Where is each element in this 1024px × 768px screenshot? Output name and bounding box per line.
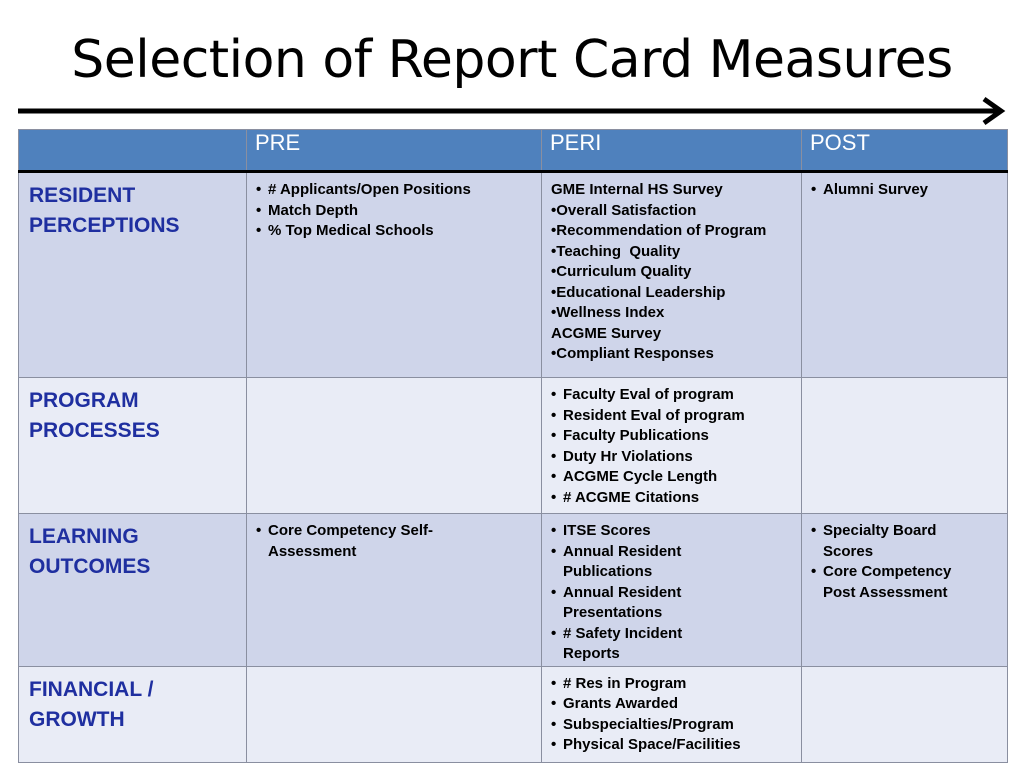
cell-post [802, 666, 1008, 762]
measure-list [543, 174, 800, 365]
cell-pre [247, 172, 542, 378]
list-item: • Alumni Survey [811, 180, 1002, 201]
measure-list [803, 174, 1006, 201]
row-label-resident-perceptions [19, 172, 247, 378]
row-label-program-processes [19, 378, 247, 514]
table-row [19, 514, 1008, 667]
list-item: • Annual Resident Publications [551, 542, 730, 583]
row-label-line: LEARNING [29, 525, 139, 548]
list-item: GME Internal HS Survey [551, 181, 723, 198]
cell-peri [542, 172, 802, 378]
table-header-row [19, 130, 1008, 172]
row-label-financial-growth [19, 666, 247, 762]
list-item: • Educational Leadership [551, 283, 800, 304]
list-item: • Teaching Quality [551, 242, 800, 263]
list-item: • # Applicants/Open Positions [256, 180, 536, 201]
list-item: • Specialty Board Scores [811, 521, 986, 562]
report-card-table [18, 129, 1008, 763]
cell-post [802, 378, 1008, 514]
cell-post [802, 172, 1008, 378]
list-item: • Resident Eval of program [551, 406, 796, 427]
row-label-learning-outcomes [19, 514, 247, 667]
header-cell-peri: PERI [542, 130, 802, 172]
row-label-line: FINANCIAL / [29, 677, 154, 701]
header-cell-post: POST [802, 130, 1008, 172]
cell-peri [542, 666, 802, 762]
cell-pre [247, 514, 542, 667]
measure-list [543, 515, 800, 665]
cell-peri [542, 378, 802, 514]
list-item: • # Res in Program [551, 674, 796, 695]
table-row [19, 172, 1008, 378]
list-item: • Faculty Eval of program [551, 385, 796, 406]
list-item: • Grants Awarded [551, 694, 796, 715]
list-item: • Core Competency Post Assessment [811, 562, 986, 603]
list-item: • Overall Satisfaction [551, 201, 800, 222]
cell-pre [247, 378, 542, 514]
header-cell-corner [19, 130, 247, 172]
measure-list [543, 379, 800, 508]
list-item: • Wellness Index [551, 303, 800, 324]
list-item: • Duty Hr Violations [551, 447, 796, 468]
list-item: • Compliant Responses [551, 344, 800, 365]
measure-list [543, 668, 800, 756]
header-cell-pre: PRE [247, 130, 542, 172]
list-item: • Physical Space/Facilities [551, 735, 796, 756]
measure-list [248, 174, 540, 242]
slide-title: Selection of Report Card Measures [71, 30, 953, 90]
measure-list [248, 515, 540, 562]
row-label-line: GROWTH [29, 707, 125, 731]
list-item: • Match Depth [256, 201, 536, 222]
list-item: • Curriculum Quality [551, 262, 800, 283]
row-label-line: PROGRAM [29, 389, 139, 412]
list-item: • # ACGME Citations [551, 488, 796, 509]
cell-peri [542, 514, 802, 667]
list-item: • Faculty Publications [551, 426, 796, 447]
table-row [19, 666, 1008, 762]
list-item: • Core Competency Self-Assessment [256, 521, 450, 562]
row-label-line: PROCESSES [29, 419, 160, 442]
row-label-line: RESIDENT [29, 184, 136, 207]
list-item: • # Safety Incident Reports [551, 624, 730, 665]
cell-post [802, 514, 1008, 667]
row-label-line: PERCEPTIONS [29, 214, 180, 237]
list-item: • ACGME Cycle Length [551, 467, 796, 488]
table-row [19, 378, 1008, 514]
list-item: ACGME Survey [551, 324, 662, 342]
list-item: • ITSE Scores [551, 521, 730, 542]
timeline-arrow-icon [0, 96, 1024, 126]
list-item: • Recommendation of Program [551, 221, 800, 242]
cell-pre [247, 666, 542, 762]
row-label-line: OUTCOMES [29, 555, 151, 578]
measure-list [803, 515, 1006, 603]
list-item: • Annual Resident Presentations [551, 583, 730, 624]
list-item: • % Top Medical Schools [256, 221, 536, 242]
list-item: • Subspecialties/Program [551, 715, 796, 736]
